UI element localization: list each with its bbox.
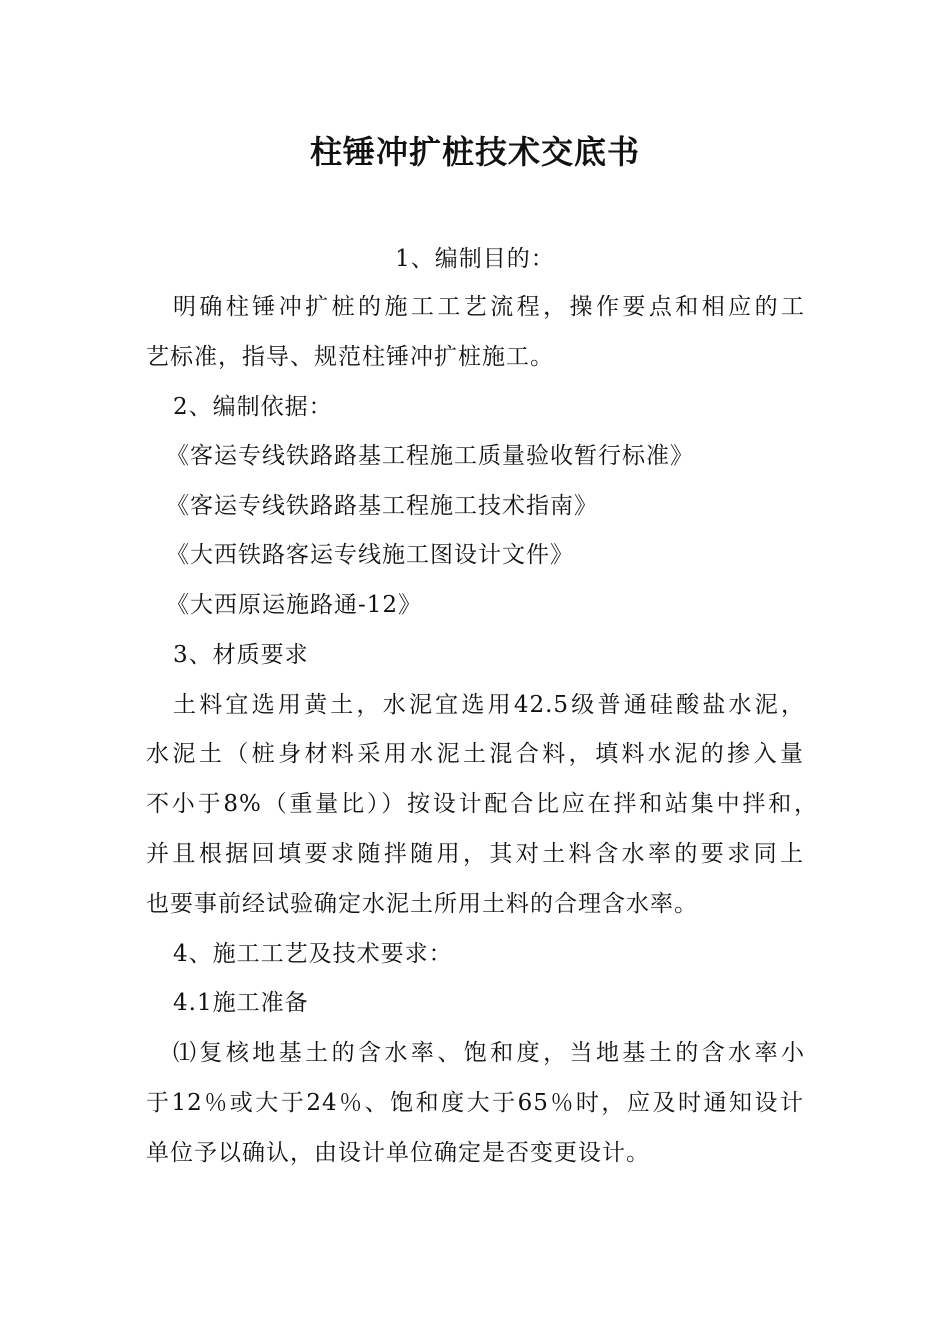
preparation-item-line-1: ⑴复核地基土的含水率、饱和度，当地基土的含水率小 xyxy=(173,1040,805,1066)
reference-item-1: 《客运专线铁路路基工程施工质量验收暂行标准》 xyxy=(166,443,694,469)
document-title: 柱锤冲扩桩技术交底书 xyxy=(309,133,640,171)
materials-paragraph-line-4: 并且根据回填要求随拌随用，其对土料含水率的要求同上 xyxy=(146,841,804,867)
section-heading-purpose: 1、编制目的： xyxy=(395,246,555,272)
section-heading-process: 4、施工工艺及技术要求： xyxy=(173,941,453,967)
preparation-item-line-3: 单位予以确认，由设计单位确定是否变更设计。 xyxy=(146,1140,650,1166)
purpose-paragraph-line-2: 艺标准，指导、规范柱锤冲扩桩施工。 xyxy=(146,344,554,370)
preparation-item-line-2: 于12％或大于24％、饱和度大于65％时，应及时通知设计 xyxy=(146,1090,804,1116)
materials-paragraph-line-1: 土料宜选用黄土，水泥宜选用42.5级普通硅酸盐水泥， xyxy=(173,692,805,718)
materials-paragraph-line-5: 也要事前经试验确定水泥土所用土料的合理含水率。 xyxy=(146,891,698,917)
section-heading-materials: 3、材质要求 xyxy=(173,642,309,668)
reference-item-2: 《客运专线铁路路基工程施工技术指南》 xyxy=(166,493,598,519)
subsection-heading-preparation: 4.1施工准备 xyxy=(173,990,309,1016)
materials-paragraph-line-2: 水泥土（桩身材料采用水泥土混合料，填料水泥的掺入量 xyxy=(146,741,804,767)
section-heading-basis: 2、编制依据： xyxy=(173,394,333,420)
materials-paragraph-line-3: 不小于8%（重量比））按设计配合比应在拌和站集中拌和， xyxy=(146,791,818,817)
reference-item-3: 《大西铁路客运专线施工图设计文件》 xyxy=(166,542,574,568)
purpose-paragraph-line-1: 明确柱锤冲扩桩的施工工艺流程，操作要点和相应的工 xyxy=(173,294,805,320)
reference-item-4: 《大西原运施路通-12》 xyxy=(166,592,423,618)
